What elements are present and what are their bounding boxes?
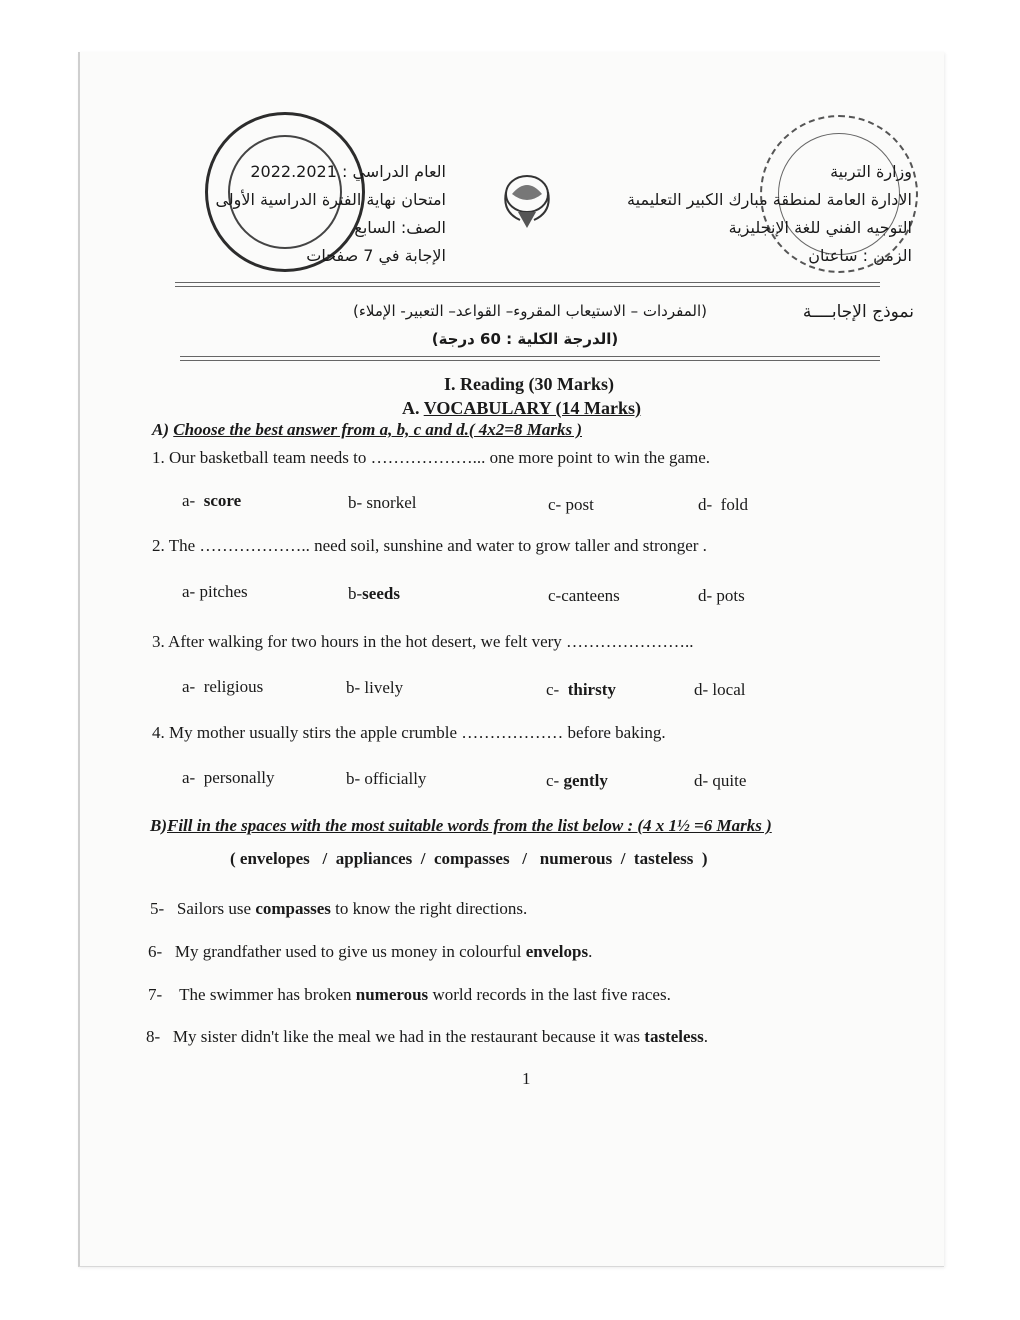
q2-option-d: d- pots [698,586,745,605]
q3-option-a: a- religious [182,677,264,696]
part-b-instruction: B)Fill in the spaces with the most suitable words from the list below : (4 x 1½ =6 Marks ) [150,816,772,835]
exam-sections: (المفردات – الاستيعاب المقروء– القواعد– التعبير- الإملاء) [353,302,707,320]
academic-year: العام الدراسي : 2022.2021 [250,162,446,181]
question-4: 4. My mother usually stirs the apple crumble ……………… before baking. [152,723,666,742]
header-right-block [560,158,912,270]
q4-option-b: b- officially [346,769,427,788]
q2-option-a: a- pitches [182,582,248,601]
sentence-8: 8- My sister didn't like the meal we had in the restaurant because it was tasteless. [146,1027,709,1046]
q1-option-b: b- snorkel [348,493,417,512]
q4-option-d: d- quite [694,771,747,790]
header-left-block [180,158,446,270]
question-2: 2. The ……………….. need soil, sunshine and water to grow taller and stronger . [152,536,707,555]
q2-option-c: c-canteens [548,586,620,605]
sentence-7: 7- The swimmer has broken numerous world records in the last five races. [148,985,671,1004]
q3-option-d: d- local [694,680,746,699]
exam-duration: الزمن : ساعتان [808,246,912,265]
q1-option-d: d- fold [698,495,749,514]
kuwait-emblem-icon [502,172,552,232]
exam-title: امتحان نهاية الفترة الدراسية الأولى [215,190,446,209]
part-a-instruction: A) Choose the best answer from a, b, c and d.( 4x2=8 Marks ) [152,420,582,439]
reading-title: I. Reading (30 Marks) [444,374,614,394]
q1-option-c: c- post [548,495,594,514]
header-divider [175,282,880,287]
q4-option-a: a- personally [182,768,275,787]
total-marks: (الدرجة الكلية : 60 درجة) [431,330,619,348]
q4-option-c: c- gently [546,771,608,790]
vocabulary-title: A. VOCABULARY (14 Marks) [402,398,642,418]
word-list: ( envelopes / appliances / compasses / numerous / tasteless ) [230,849,708,868]
question-3: 3. After walking for two hours in the hot desert, we felt very ………………….. [152,632,694,651]
grade: الصف: السابع [354,218,446,237]
q3-option-b: b- lively [346,678,404,697]
ministry-name: وزارة التربية [830,162,912,181]
model-answer-label: نموذج الإجابــــة [802,302,914,322]
department-name: التوجيه الفني للغة الإنجليزية [728,218,912,237]
section-divider [180,356,880,361]
pages-count: الإجابة في 7 صفحات [306,246,446,265]
question-1: 1. Our basketball team needs to ………………... one more point to win the game. [152,448,711,467]
q1-option-a: a- score [182,491,242,510]
q3-option-c: c- thirsty [546,680,616,699]
district-name: الادارة العامة لمنطقة مبارك الكبير التعليمية [627,190,912,209]
sentence-6: 6- My grandfather used to give us money in colourful envelops. [148,942,593,961]
sentence-5: 5- Sailors use compasses to know the right directions. [150,899,528,918]
q2-option-b: b-seeds [348,584,400,603]
page-number: 1 [522,1069,531,1088]
